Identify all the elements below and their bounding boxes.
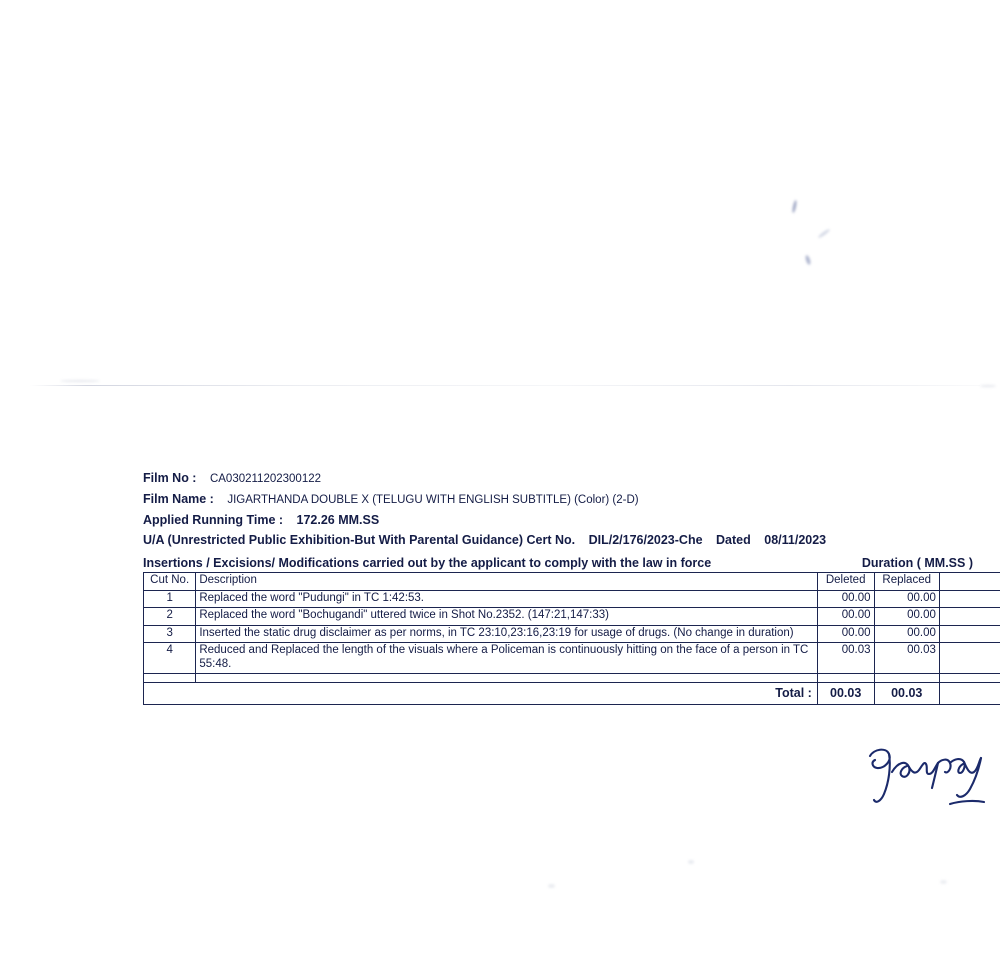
cell-extra (939, 590, 1000, 608)
scan-smudge (805, 255, 812, 266)
signature-mark (862, 742, 992, 832)
table-header-row (144, 573, 1000, 591)
scan-smudge (817, 228, 830, 239)
cell-description: Inserted the static drug disclaimer as per norms, in TC 23:10,23:16,23:19 for usage of drugs. (No change in duration) (196, 625, 817, 643)
dated-value: 08/11/2023 (764, 533, 827, 547)
cell-description: Replaced the word "Pudungi" in TC 1:42:53. (196, 590, 817, 608)
film-name-value: JIGARTHANDA DOUBLE X (TELUGU WITH ENGLISH SUBTITLE) (Color) (2-D) (227, 494, 639, 506)
cuts-table (143, 572, 1000, 705)
scan-smudge (940, 880, 947, 884)
section-header-row (143, 556, 1000, 570)
running-time-line (143, 510, 1000, 530)
certificate-number: DIL/2/176/2023-Che (588, 533, 703, 547)
running-time-value: 172.26 MM.SS (296, 513, 380, 527)
duration-title: Duration ( MM.SS ) (861, 556, 973, 570)
scan-smudge (60, 380, 100, 382)
spacer-cell (817, 674, 874, 683)
cell-replaced: 00.00 (874, 625, 939, 643)
certificate-document (143, 468, 1000, 705)
certificate-category-label: U/A (Unrestricted Public Exhibition-But With Parental Guidance) Cert No. (143, 533, 576, 547)
spacer-cell (939, 674, 1000, 683)
cell-deleted: 00.00 (817, 590, 874, 608)
cell-extra (939, 643, 1000, 674)
table-total-row (144, 683, 1000, 705)
table-row (144, 643, 1000, 674)
spacer-cell (874, 674, 939, 683)
total-deleted-cell: 00.03 (817, 683, 874, 705)
total-replaced-cell: 00.03 (874, 683, 939, 705)
cell-replaced: 00.00 (874, 608, 939, 626)
scan-smudge (980, 385, 996, 387)
scan-artifact-line (30, 385, 980, 386)
table-row (144, 625, 1000, 643)
section-title: Insertions / Excisions/ Modifications carried out by the applicant to comply with the law in force (143, 556, 712, 570)
scan-smudge (792, 200, 798, 213)
header-description: Description (196, 573, 817, 591)
header-deleted: Deleted (817, 573, 874, 591)
cell-deleted: 00.00 (817, 608, 874, 626)
header-cut-no: Cut No. (144, 573, 196, 591)
total-label-cell: Total : (144, 683, 818, 705)
cell-cut-no: 3 (144, 625, 196, 643)
cell-replaced: 00.00 (874, 590, 939, 608)
cell-cut-no: 1 (144, 590, 196, 608)
header-extra (939, 573, 1000, 591)
total-extra-cell (939, 683, 1000, 705)
dated-label: Dated (716, 533, 751, 547)
scan-smudge (688, 860, 694, 864)
table-row (144, 590, 1000, 608)
table-spacer-row (144, 674, 1000, 683)
film-no-line (143, 468, 1000, 489)
cell-cut-no: 2 (144, 608, 196, 626)
spacer-cell (144, 674, 196, 683)
cell-deleted: 00.03 (817, 643, 874, 674)
running-time-label: Applied Running Time : (143, 513, 284, 527)
header-replaced: Replaced (874, 573, 939, 591)
cell-extra (939, 608, 1000, 626)
film-no-label: Film No : (143, 471, 197, 485)
cell-description: Reduced and Replaced the length of the visuals where a Policeman is continuously hitting on the face of a person in TC 55:48. (196, 643, 817, 674)
cell-extra (939, 625, 1000, 643)
table-row (144, 608, 1000, 626)
spacer-cell (196, 674, 817, 683)
film-name-line (143, 489, 1000, 510)
certificate-line (143, 530, 1000, 550)
scan-smudge (548, 884, 555, 888)
film-name-label: Film Name : (143, 492, 214, 506)
cell-cut-no: 4 (144, 643, 196, 674)
cell-deleted: 00.00 (817, 625, 874, 643)
cell-description: Replaced the word "Bochugandi" uttered twice in Shot No.2352. (147:21,147:33) (196, 608, 817, 626)
film-no-value: CA030211202300122 (209, 473, 322, 485)
cell-replaced: 00.03 (874, 643, 939, 674)
